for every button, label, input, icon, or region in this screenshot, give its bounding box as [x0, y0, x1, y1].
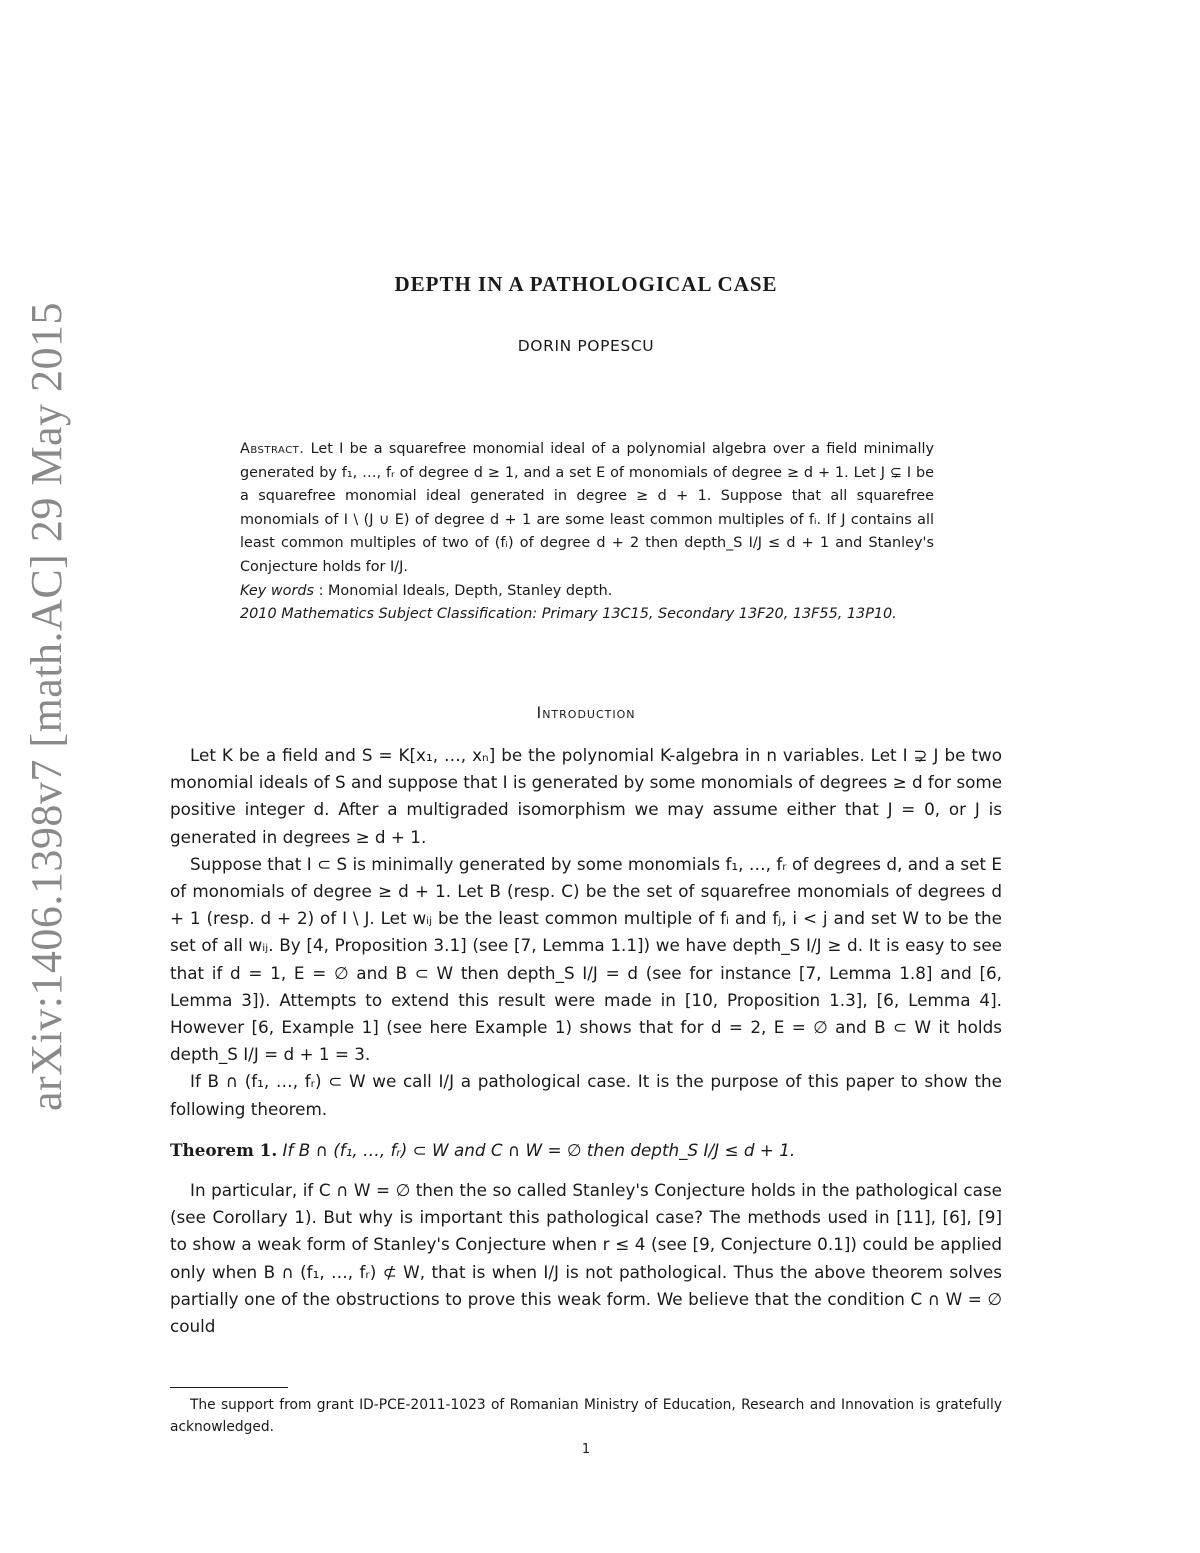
- introduction-body: [170, 742, 1002, 1340]
- paper-title: DEPTH IN A PATHOLOGICAL CASE: [394, 272, 778, 296]
- footnote: The support from grant ID-PCE-2011-1023 of Romanian Ministry of Education, Research and Innovation is gratefully acknowledged.: [170, 1397, 1002, 1435]
- intro-paragraph: Let K be a field and S = K[x₁, …, xₙ] be the polynomial K-algebra in n variables. Let I ⊋ J be two monomial ideals of S and suppose that I is generated by some monomials of degrees ≥ d for some positive integer d. After a multigraded isomorphism we may assume either that J = 0, or J is generated in degrees ≥ d + 1.: [170, 745, 1003, 847]
- keywords-text: : Monomial Ideals, Depth, Stanley depth.: [314, 582, 613, 599]
- intro-paragraph: In particular, if C ∩ W = ∅ then the so called Stanley's Conjecture holds in the pathological case (see Corollary 1). But why is important this pathological case? The methods used in [11], [6], [9] to show a weak form of Stanley's Conjecture when r ≤ 4 (see [9, Conjecture 0.1]) could be applied only when B ∩ (f₁, …, fᵣ) ⊄ W, that is when I/J is not pathological. Thus the above theorem solves partially one of the obstructions to prove this weak form. We believe that the condition C ∩ W = ∅ could: [170, 1180, 1002, 1337]
- msc-classification: 2010 Mathematics Subject Classification: Primary 13C15, Secondary 13F20, 13F55, 13P10.: [240, 606, 897, 623]
- theorem-label: Theorem 1.: [170, 1139, 278, 1160]
- intro-paragraph: If B ∩ (f₁, …, fᵣ) ⊂ W we call I/J a pathological case. It is the purpose of this paper to show the following theorem.: [170, 1071, 1002, 1119]
- arxiv-stamp-text: arXiv:1406.1398v7 [math.AC] 29 May 2015: [21, 301, 71, 1111]
- paper-author: DORIN POPESCU: [517, 337, 655, 355]
- footnote-divider: [170, 1387, 288, 1388]
- section-title-introduction: Introduction: [536, 703, 636, 722]
- abstract-label: Abstract.: [240, 441, 305, 457]
- keywords-label: Key words: [240, 582, 314, 599]
- abstract-body: [240, 438, 934, 580]
- theorem-text: If B ∩ (f₁, …, fᵣ) ⊂ W and C ∩ W = ∅ then depth_S I/J ≤ d + 1.: [282, 1139, 796, 1160]
- intro-paragraph: Suppose that I ⊂ S is minimally generated by some monomials f₁, …, fᵣ of degrees d, and a set E of monomials of degree ≥ d + 1. Let B (resp. C) be the set of squarefree monomials of degrees d + 1 (resp. d + 2) of I \ J. Let wᵢⱼ be the least common multiple of fᵢ and fⱼ, i < j and set W to be the set of all wᵢⱼ. By [4, Proposition 3.1] (see [7, Lemma 1.1]) we have depth_S I/J ≥ d. It is easy to see that if d = 1, E = ∅ and B ⊂ W then depth_S I/J = d (see for instance [7, Lemma 1.8] and [6, Lemma 3]). Attempts to extend this result were made in [10, Proposition 1.3], [6, Lemma 4]. However [6, Example 1] (see here Example 1) shows that for d = 2, E = ∅ and B ⊂ W it holds depth_S I/J = d + 1 = 3.: [170, 853, 1002, 1065]
- abstract-text: Let I be a squarefree monomial ideal of a polynomial algebra over a field minimally generated by f₁, …, fᵣ of degree d ≥ 1, and a set E of monomials of degree ≥ d + 1. Let J ⊊ I be a squarefree monomial ideal generated in degree ≥ d + 1. Suppose that all squarefree monomials of I \ (J ∪ E) of degree d + 1 are some least common multiples of fᵢ. If J contains all least common multiples of two of (fᵢ) of degree d + 2 then depth_S I/J ≤ d + 1 and Stanley's Conjecture holds for I/J.: [240, 441, 935, 575]
- abstract: [240, 438, 934, 627]
- keywords-line: [240, 580, 934, 604]
- page-number: 1: [581, 1442, 591, 1457]
- theorem-statement: [170, 1137, 1002, 1164]
